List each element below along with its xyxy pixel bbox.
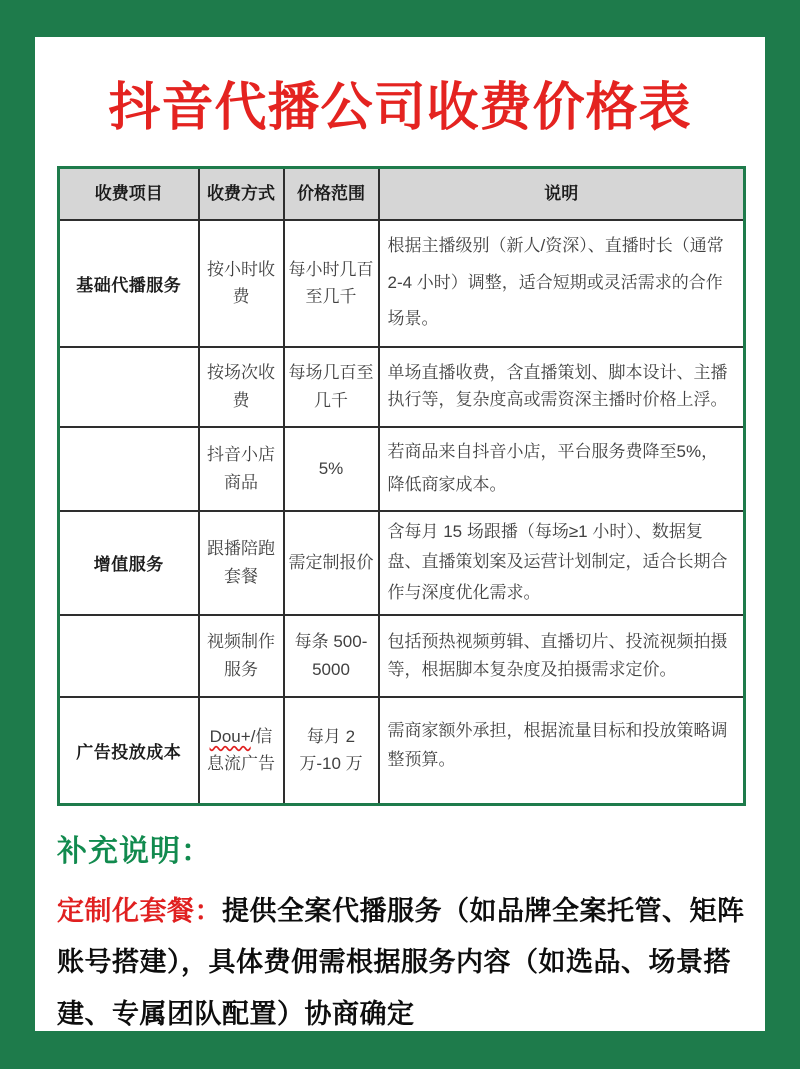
price-cell: 每条 500-5000 bbox=[284, 615, 379, 697]
table-row bbox=[59, 220, 745, 347]
method-text: /信息流广告 bbox=[207, 727, 275, 774]
price-cell: 每场几百至几千 bbox=[284, 347, 379, 427]
description-cell: 单场直播收费，含直播策划、脚本设计、主播执行等，复杂度高或需资深主播时价格上浮。 bbox=[379, 347, 745, 427]
table-row bbox=[59, 427, 745, 511]
header-cell-description: 说明 bbox=[379, 168, 745, 220]
custom-package-note bbox=[57, 886, 745, 1031]
category-cell bbox=[59, 347, 199, 427]
method-cell bbox=[199, 697, 284, 805]
header-cell-price: 价格范围 bbox=[284, 168, 379, 220]
category-cell: 增值服务 bbox=[59, 511, 199, 615]
description-cell: 含每月 15 场跟播（每场≥1 小时）、数据复盘、直播策划案及运营计划制定，适合长期合作与深度优化需求。 bbox=[379, 511, 745, 615]
page-title: 抖音代播公司收费价格表 bbox=[108, 79, 692, 137]
price-cell: 每小时几百至几千 bbox=[284, 220, 379, 347]
method-cell: 视频制作服务 bbox=[199, 615, 284, 697]
price-cell: 需定制报价 bbox=[284, 511, 379, 615]
dou-plus-misspell-underline: Dou+ bbox=[209, 727, 251, 747]
custom-package-label: 定制化套餐： bbox=[57, 896, 222, 926]
method-cell: 按小时收费 bbox=[199, 220, 284, 347]
supplement-heading: 补充说明： bbox=[57, 835, 212, 868]
method-cell: 跟播陪跑套餐 bbox=[199, 511, 284, 615]
category-cell bbox=[59, 615, 199, 697]
table-row bbox=[59, 697, 745, 805]
description-cell: 根据主播级别（新人/资深）、直播时长（通常 2-4 小时）调整，适合短期或灵活需求的合作场景。 bbox=[379, 220, 745, 347]
description-cell: 需商家额外承担，根据流量目标和投放策略调整预算。 bbox=[379, 697, 745, 805]
description-cell: 若商品来自抖音小店，平台服务费降至5%，降低商家成本。 bbox=[379, 427, 745, 511]
category-cell bbox=[59, 427, 199, 511]
table-row bbox=[59, 615, 745, 697]
method-cell: 按场次收费 bbox=[199, 347, 284, 427]
table-row bbox=[59, 347, 745, 427]
table-row bbox=[59, 511, 745, 615]
price-cell: 每月 2 万-10 万 bbox=[284, 697, 379, 805]
header-cell-method: 收费方式 bbox=[199, 168, 284, 220]
table-header-row bbox=[59, 168, 745, 220]
pricing-table bbox=[57, 166, 746, 806]
price-cell: 5% bbox=[284, 427, 379, 511]
header-cell-category: 收费项目 bbox=[59, 168, 199, 220]
method-cell: 抖音小店商品 bbox=[199, 427, 284, 511]
description-cell: 包括预热视频剪辑、直播切片、投流视频拍摄等，根据脚本复杂度及拍摄需求定价。 bbox=[379, 615, 745, 697]
category-cell: 广告投放成本 bbox=[59, 697, 199, 805]
page bbox=[35, 37, 765, 1031]
category-cell: 基础代播服务 bbox=[59, 220, 199, 347]
supplement-section bbox=[57, 826, 745, 1031]
custom-package-text: 提供全案代播服务（如品牌全案托管、矩阵账号搭建），具体费佣需根据服务内容（如选品、场景搭建、专属团队配置）协商确定 bbox=[57, 896, 745, 1029]
